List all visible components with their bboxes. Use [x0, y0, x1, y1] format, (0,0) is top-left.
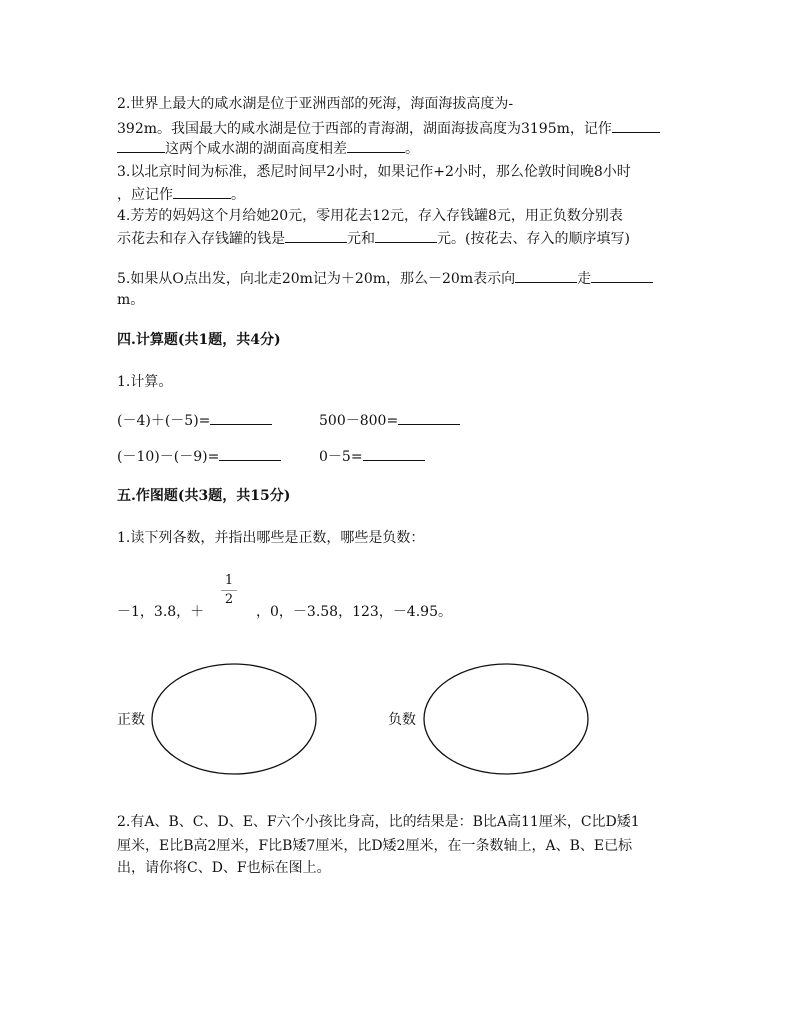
- calc-expr-2-text: 500－800=: [319, 413, 399, 429]
- q4-4-line2-text-a: 示花去和存入存钱罐的钱是: [117, 231, 285, 247]
- calc-expr-3-text: (－10)－(－9)=: [117, 449, 220, 465]
- q4-2-line3-text: 这两个咸水湖的湖面高度相差: [165, 141, 347, 157]
- calc-expr-4: [319, 446, 425, 467]
- answer-blank-calc-2[interactable]: [398, 410, 460, 425]
- fraction-one-half: [218, 573, 240, 608]
- answer-blank-q4-4a[interactable]: [285, 228, 347, 243]
- negative-oval-shape: [422, 662, 592, 776]
- q4-4-line1: 4.芳芳的妈妈这个月给她20元，零用花去12元，存入存钱罐8元，用正负数分别表: [117, 208, 623, 224]
- section-4-q1-title: 1.计算。: [117, 374, 173, 390]
- q4-5-line1-text-a: 5.如果从O点出发，向北走20m记为＋20m，那么－20m表示向: [117, 271, 516, 287]
- negative-oval[interactable]: [422, 662, 592, 780]
- answer-blank-q4-5a[interactable]: [515, 268, 577, 283]
- calc-expr-1: [117, 410, 272, 431]
- section-5-q1-title: 1.读下列各数，并指出哪些是正数，哪些是负数：: [117, 530, 425, 546]
- positive-label: 正数: [117, 712, 145, 728]
- q4-2-line2-text: 392m。我国最大的咸水湖是位于西部的青海湖，湖面海拔高度为3195m，记作: [117, 121, 612, 137]
- answer-blank-calc-1[interactable]: [210, 410, 272, 425]
- positive-oval[interactable]: [150, 662, 320, 780]
- q4-3-line2: [117, 184, 245, 205]
- q4-3-line1: 3.以北京时间为标准，悉尼时间早2小时，如果记作+2小时，那么伦敦时间晚8小时: [117, 164, 631, 180]
- calc-expr-3: [117, 446, 281, 467]
- section-5-heading: 五.作图题(共3题，共15分): [117, 488, 291, 504]
- q4-3-line2-end: 。: [231, 187, 245, 203]
- fraction-numerator: 1: [224, 573, 234, 588]
- number-list-b: ，0，－3.58，123，－4.95。: [256, 604, 452, 620]
- q4-2-line1: 2.世界上最大的咸水湖是位于亚洲西部的死海，海面海拔高度为-: [117, 96, 514, 112]
- answer-blank-q4-4b[interactable]: [375, 228, 437, 243]
- answer-blank-q4-5b[interactable]: [591, 268, 653, 283]
- answer-blank-q4-2b[interactable]: [347, 138, 405, 153]
- answer-blank-calc-4[interactable]: [363, 446, 425, 461]
- q4-2-line3-end: 。: [405, 141, 419, 157]
- q4-5-line2: m。: [117, 292, 145, 308]
- calc-expr-2: [319, 410, 460, 431]
- q4-5-line1: [117, 268, 653, 289]
- section-5-q2-line1: 2.有A、B、C、D、E、F六个小孩比身高，比的结果是：B比A高11厘米，C比D矮1: [117, 814, 640, 830]
- section-4-heading: 四.计算题(共1题，共4分): [117, 332, 281, 348]
- fraction-bar: [221, 590, 237, 591]
- negative-label: 负数: [388, 712, 416, 728]
- section-5-q2-line3: 出，请你将C、D、F也标在图上。: [117, 860, 331, 876]
- q4-4-line2-text-b: 元和: [347, 231, 375, 247]
- answer-blank-calc-3[interactable]: [219, 446, 281, 461]
- calc-expr-4-text: 0－5=: [319, 449, 363, 465]
- answer-blank-q4-2a-cont[interactable]: [117, 138, 165, 153]
- number-list-a: －1，3.8，＋: [117, 604, 205, 620]
- q4-4-line2-text-c: 元。(按花去、存入的顺序填写): [437, 231, 630, 247]
- answer-blank-q4-2a[interactable]: [612, 118, 660, 133]
- q4-2-line2: [117, 118, 660, 139]
- q4-2-line3: [117, 138, 419, 159]
- q4-5-line1-text-b: 走: [577, 271, 592, 287]
- calc-expr-1-text: (－4)＋(－5)=: [117, 413, 211, 429]
- answer-blank-q4-3[interactable]: [173, 184, 231, 199]
- q4-3-line2-text: ，应记作: [117, 187, 173, 203]
- fraction-denominator: 2: [224, 592, 234, 607]
- q4-4-line2: [117, 228, 630, 249]
- section-5-q2-line2: 厘米，E比B高2厘米，F比B矮7厘米，比D矮2厘米，在一条数轴上，A、B、E已标: [117, 838, 633, 854]
- positive-oval-shape: [150, 662, 320, 776]
